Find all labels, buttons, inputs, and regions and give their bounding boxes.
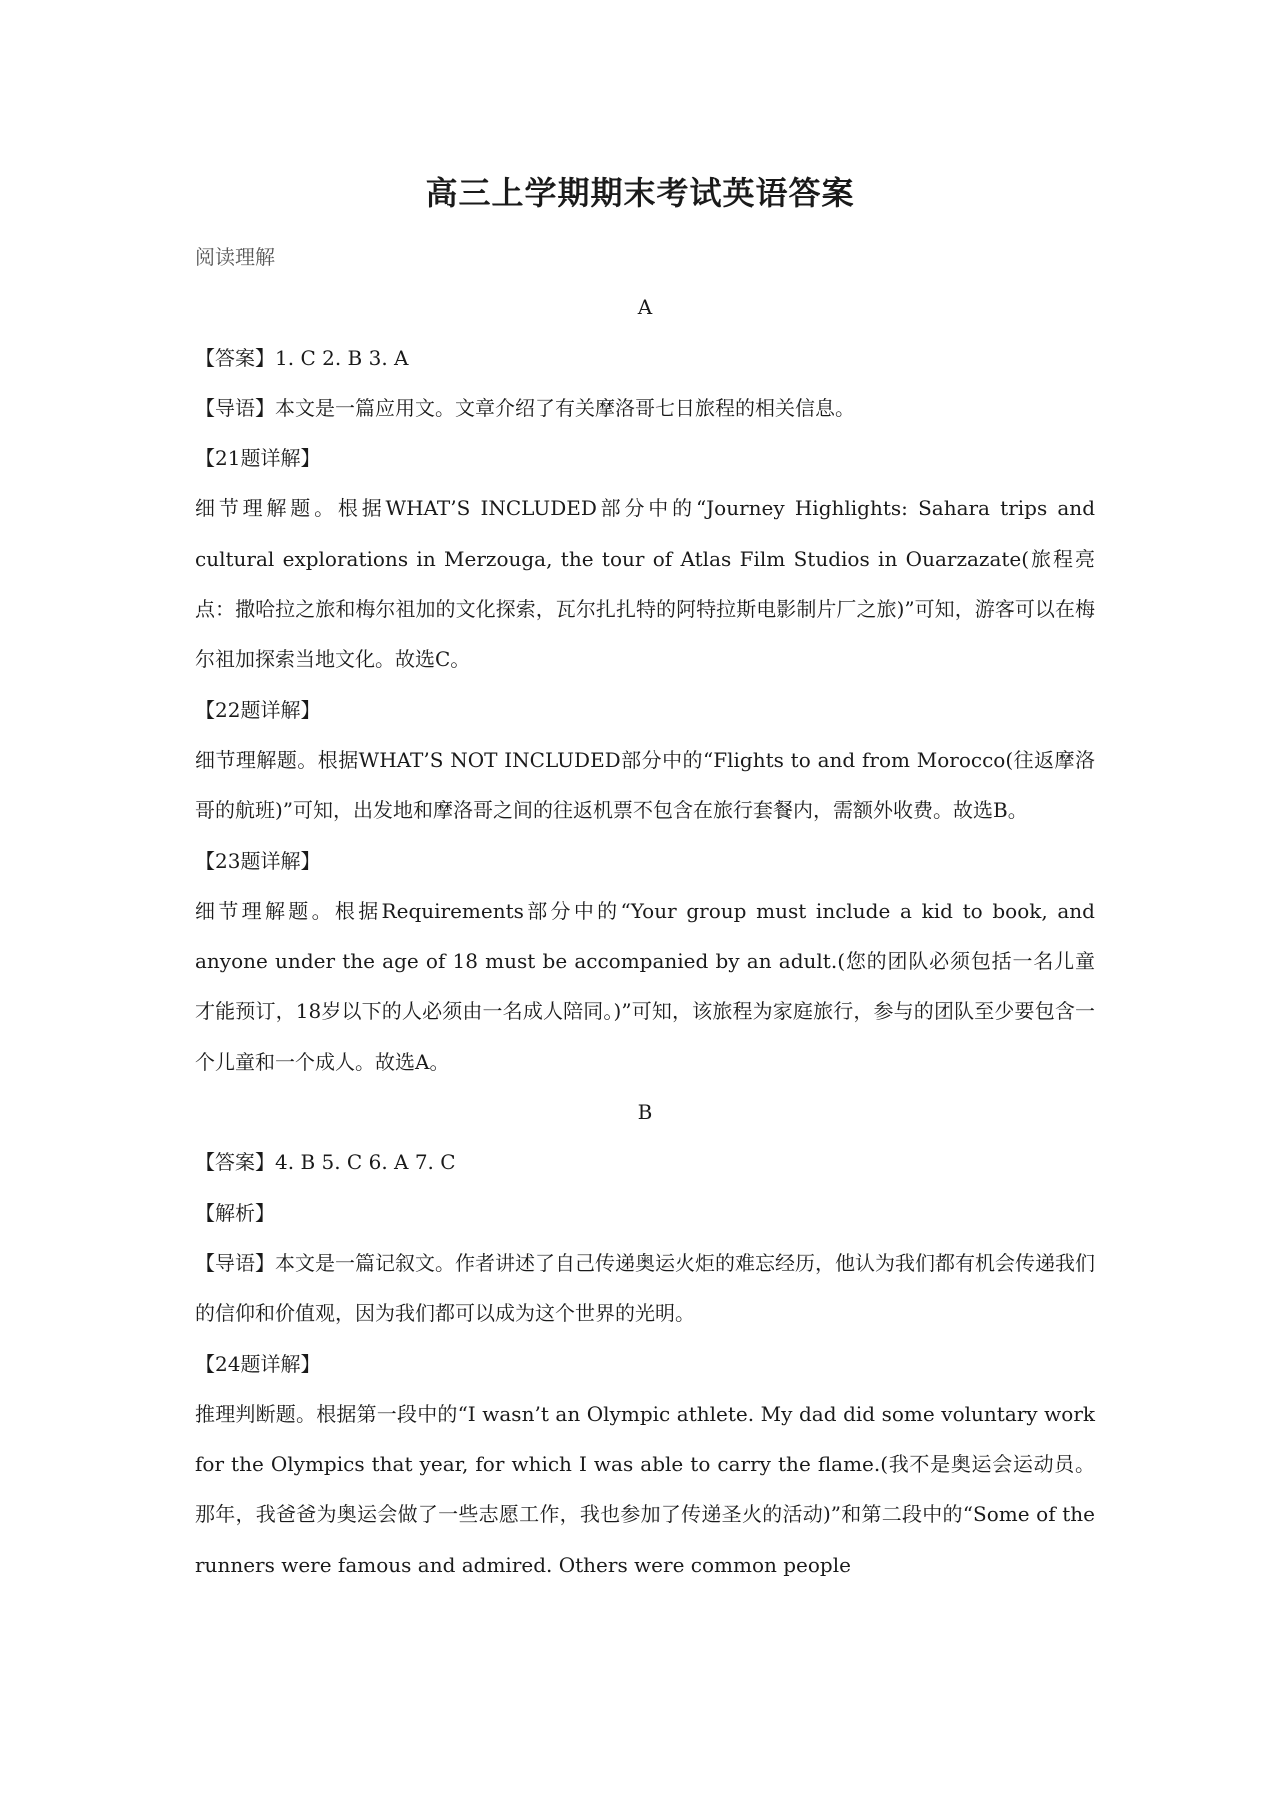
q24-explanation: 推理判断题。根据第一段中的“I wasn’t an Olympic athlete. My dad did some voluntary work for the Olympics that year, for which I was able to carry the flame.(我不是奥运会运动员。那年，我爸爸为奥运会做了一些志愿工作，我也参加了传递圣火的活动)”和第二段中的“Some of the runners were famous and admired. Others were common people [195,1401,1095,1577]
q23-heading: 【23题详解】 [195,848,321,873]
document-body [195,232,1095,1590]
part-b-answer: 【答案】4. B 5. C 6. A 7. C [195,1150,456,1175]
q21-explanation: 细节理解题。根据WHAT’S INCLUDED部分中的“Journey Highlights: Sahara trips and cultural explorations in Merzouga, the tour of Atlas Film Studios in Ouarzazate(旅程亮点：撒哈拉之旅和梅尔祖加的文化探索，瓦尔扎扎特的阿特拉斯电影制片厂之旅)”可知，游客可以在梅尔祖加探索当地文化。故选C。 [195,496,1095,672]
part-a-answer: 【答案】1. C 2. B 3. A [195,345,409,370]
part-a-heading: A [637,295,653,320]
q23-explanation: 细节理解题。根据Requirements部分中的“Your group must include a kid to book, and anyone under the age of 18 must be accompanied by an adult.(您的团队必须包括一名儿童才能预订，18岁以下的人必须由一名成人陪同。)”可知，该旅程为家庭旅行，参与的团队至少要包含一个儿童和一个成人。故选A。 [195,898,1095,1074]
document-title: 高三上学期期末考试英语答案 [425,174,855,212]
q21-heading: 【21题详解】 [195,446,321,471]
part-a-intro: 【导语】本文是一篇应用文。文章介绍了有关摩洛哥七日旅程的相关信息。 [195,395,855,420]
part-b-analysis-label: 【解析】 [195,1200,275,1225]
part-b-intro: 【导语】本文是一篇记叙文。作者讲述了自己传递奥运火炬的难忘经历，他认为我们都有机会传递我们的信仰和价值观，因为我们都可以成为这个世界的光明。 [195,1250,1095,1326]
q22-heading: 【22题详解】 [195,697,321,722]
q24-heading: 【24题详解】 [195,1351,321,1376]
q22-explanation: 细节理解题。根据WHAT’S NOT INCLUDED部分中的“Flights to and from Morocco(往返摩洛哥的航班)”可知，出发地和摩洛哥之间的往返机票不包含在旅行套餐内，需额外收费。故选B。 [195,747,1095,823]
section-label: 阅读理解 [195,245,275,269]
part-b-heading: B [637,1100,653,1125]
